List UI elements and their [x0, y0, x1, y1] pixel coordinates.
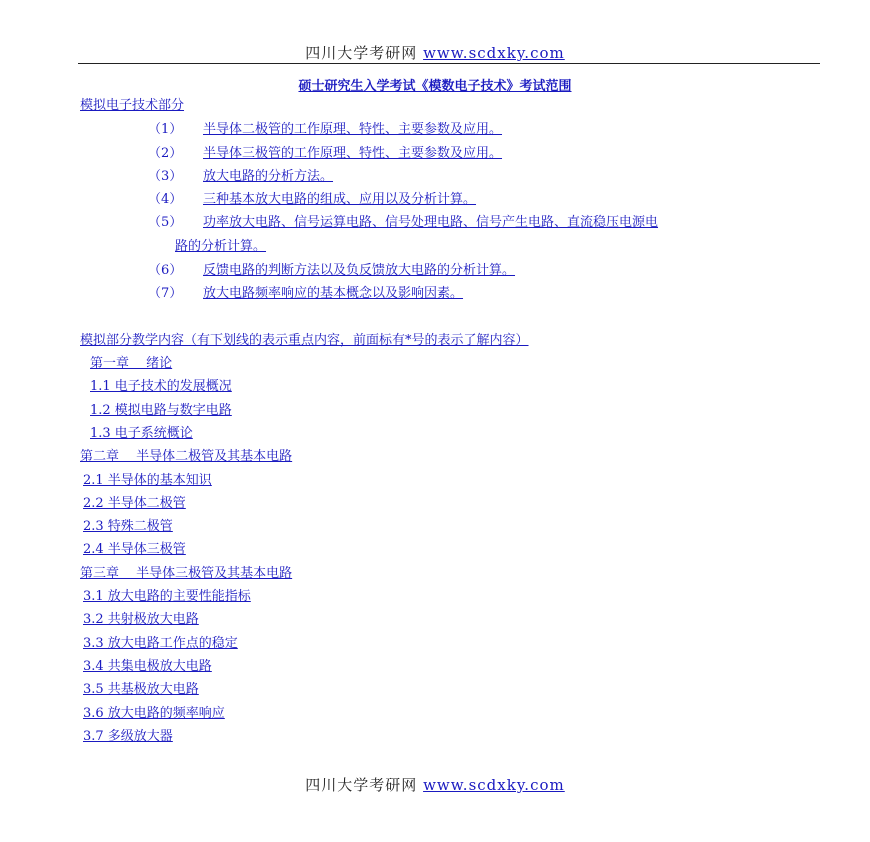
list-item-number: （3）	[148, 169, 183, 184]
outline-item: 1.3 电子系统概论	[90, 426, 193, 441]
outline-item: 3.4 共集电极放大电路	[83, 659, 212, 674]
outline-item: 3.7 多级放大器	[83, 729, 173, 744]
list-item-text: 放大电路的分析方法。	[203, 169, 334, 184]
outline-item: 2.1 半导体的基本知识	[83, 473, 212, 488]
list-item-number: （2）	[148, 146, 183, 161]
outline-item: 2.3 特殊二极管	[83, 519, 173, 534]
outline-item: 3.1 放大电路的主要性能指标	[83, 589, 251, 604]
page-footer	[0, 774, 870, 795]
list-item-text: 半导体三极管的工作原理、特性、主要参数及应用。	[203, 146, 503, 161]
list-item-text: 反馈电路的判断方法以及负反馈放大电路的分析计算。	[203, 263, 516, 278]
header-site-link[interactable]: www.scdxky.com	[423, 44, 565, 62]
header-rule	[78, 63, 820, 64]
list-item-number: （7）	[148, 286, 183, 301]
header-site-name: 四川大学考研网	[305, 44, 418, 62]
list-item-number: （6）	[148, 263, 183, 278]
list-item-text-continued: 路的分析计算。	[175, 239, 267, 254]
list-item-text: 放大电路频率响应的基本概念以及影响因素。	[203, 286, 464, 301]
outline-item: 1.1 电子技术的发展概况	[90, 379, 232, 394]
chapter-heading: 第三章 半导体三极管及其基本电路	[80, 566, 293, 581]
section1-heading: 模拟电子技术部分	[80, 98, 185, 113]
outline-item: 2.2 半导体二极管	[83, 496, 186, 511]
list-item-number: （4）	[148, 192, 183, 207]
page-header	[0, 42, 870, 63]
list-item-number: （5）	[148, 215, 183, 230]
list-item-text: 半导体二极管的工作原理、特性、主要参数及应用。	[203, 122, 503, 137]
chapter-heading: 第一章 绪论	[90, 356, 173, 371]
outline-item: 3.5 共基极放大电路	[83, 682, 199, 697]
list-item-text: 功率放大电路、信号运算电路、信号处理电路、信号产生电路、直流稳压电源电	[203, 215, 659, 230]
outline-item: 3.3 放大电路工作点的稳定	[83, 636, 238, 651]
outline-item: 3.2 共射极放大电路	[83, 612, 199, 627]
list-item-text: 三种基本放大电路的组成、应用以及分析计算。	[203, 192, 477, 207]
outline-item: 1.2 模拟电路与数字电路	[90, 403, 232, 418]
section2-heading: 模拟部分教学内容（有下划线的表示重点内容，前面标有*号的表示了解内容）	[80, 333, 529, 348]
list-item-number: （1）	[148, 122, 183, 137]
document-title: 硕士研究生入学考试《模数电子技术》考试范围	[298, 79, 572, 94]
footer-site-link[interactable]: www.scdxky.com	[423, 776, 565, 794]
outline-item: 3.6 放大电路的频率响应	[83, 706, 225, 721]
outline-item: 2.4 半导体三极管	[83, 542, 186, 557]
footer-site-name: 四川大学考研网	[305, 776, 418, 794]
chapter-heading: 第二章 半导体二极管及其基本电路	[80, 449, 293, 464]
